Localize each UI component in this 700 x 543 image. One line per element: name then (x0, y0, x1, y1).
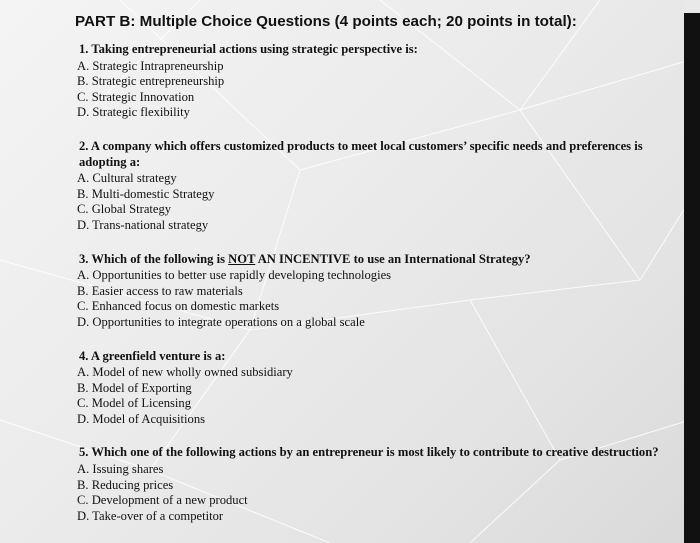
question-4 (79, 349, 679, 428)
option-a: A. Cultural strategy (77, 171, 177, 186)
option-c: C. Model of Licensing (77, 396, 192, 411)
question-text: 2. A company which offers customized products to meet local customers’ specific needs and preferences is adopting a: (79, 138, 643, 169)
option-b: B. Model of Exporting (77, 380, 192, 395)
question-3 (79, 252, 679, 331)
question-text: 4. A greenfield venture is a: (79, 348, 226, 363)
part-title: PART B: Multiple Choice Questions (4 points each; 20 points in total): (75, 13, 577, 30)
quiz-content (75, 13, 679, 542)
option-a: A. Issuing shares (77, 462, 164, 477)
option-c: C. Strategic Innovation (77, 89, 195, 104)
option-d: D. Model of Acquisitions (77, 411, 206, 426)
option-d: D. Trans-national strategy (77, 217, 209, 232)
option-c: C. Enhanced focus on domestic markets (77, 299, 280, 314)
option-c: C. Development of a new product (77, 493, 248, 508)
question-text: 5. Which one of the following actions by an entrepreneur is most likely to contribute to creative destruction? (79, 445, 659, 460)
option-d: D. Take-over of a competitor (77, 508, 224, 523)
option-c: C. Global Strategy (77, 202, 172, 217)
option-d: D. Opportunities to integrate operations on a global scale (77, 314, 365, 329)
right-edge-notch (684, 0, 700, 13)
option-a: A. Model of new wholly owned subsidiary (77, 365, 293, 380)
question-1 (79, 42, 679, 121)
question-2 (79, 139, 679, 234)
option-b: B. Reducing prices (77, 477, 174, 492)
option-d: D. Strategic flexibility (77, 105, 190, 120)
question-text-start: 3. Which of the following is (79, 251, 229, 266)
question-text-underlined: NOT (228, 251, 256, 266)
option-b: B. Multi-domestic Strategy (77, 186, 215, 201)
question-text (79, 252, 679, 268)
question-text-end: AN INCENTIVE to use an International Strategy? (255, 251, 531, 266)
question-5 (79, 445, 679, 524)
question-text: 1. Taking entrepreneurial actions using strategic perspective is: (79, 42, 418, 56)
option-b: B. Strategic entrepreneurship (77, 74, 225, 89)
right-edge-dark-bar (684, 0, 700, 543)
option-a: A. Strategic Intrapreneurship (77, 58, 224, 73)
option-a: A. Opportunities to better use rapidly developing technologies (77, 268, 392, 283)
option-b: B. Easier access to raw materials (77, 283, 243, 298)
